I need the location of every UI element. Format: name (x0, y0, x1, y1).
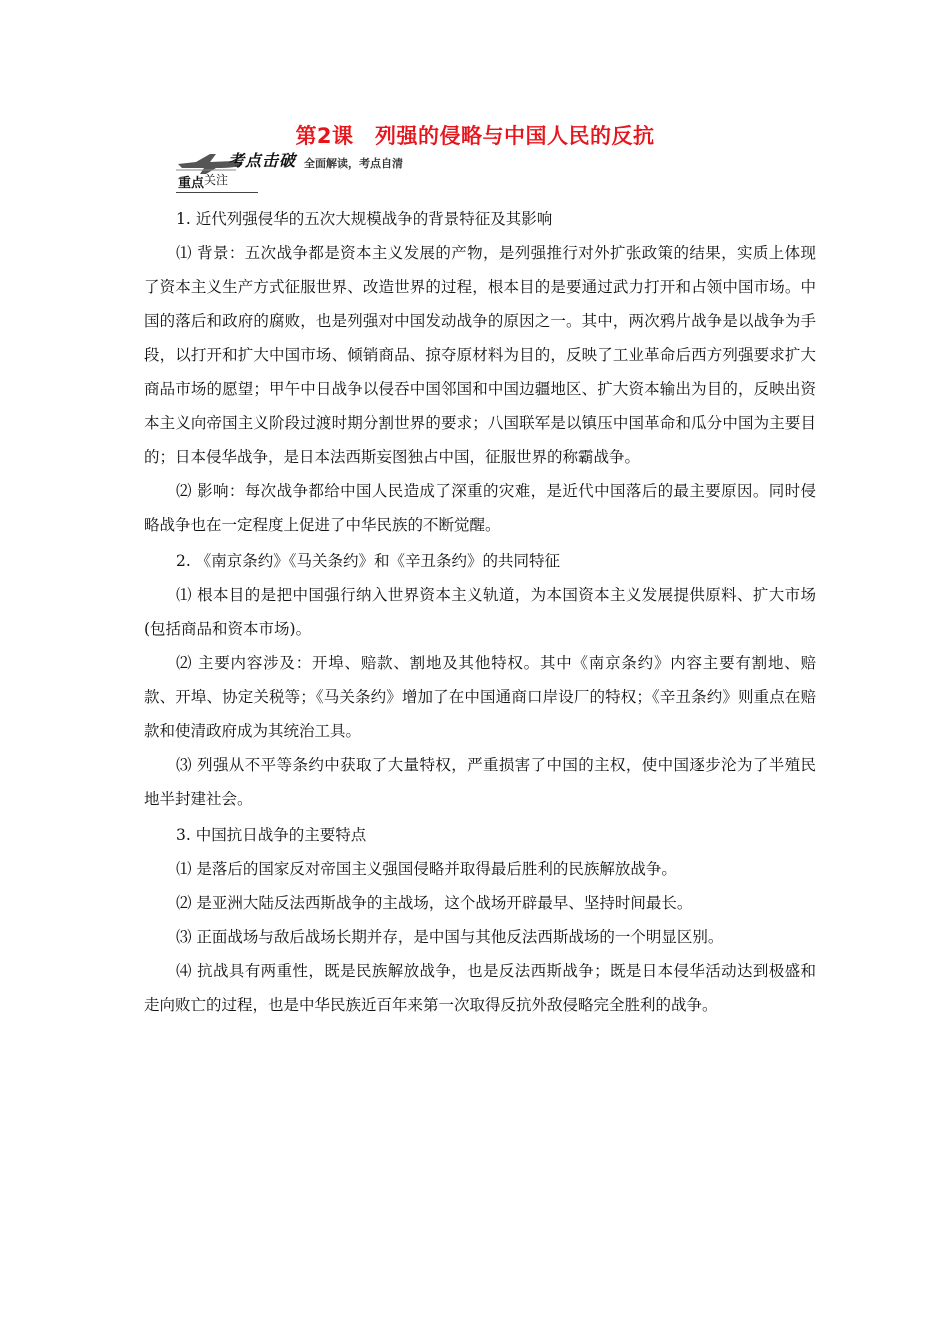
paragraph-3-4: ⑷ 抗战具有两重性，既是民族解放战争，也是反法西斯战争；既是日本侵华活动达到极盛和走向败亡的过程，也是中华民族近百年来第一次取得反抗外敌侵略完全胜利的战争。 (144, 962, 816, 1014)
page-title: 第2课 列强的侵略与中国人民的反抗 (295, 124, 655, 148)
document-body (144, 200, 816, 1022)
focus-label (178, 172, 228, 191)
paragraph-3-1: ⑴ 是落后的国家反对帝国主义强国侵略并取得最后胜利的民族解放战争。 (176, 860, 677, 878)
banner-main-text: 考点击破 (228, 151, 297, 170)
banner-sub-text: 全面解读，考点自清 (304, 157, 403, 170)
paragraph-2-2: ⑵ 主要内容涉及：开埠、赔款、割地及其他特权。其中《南京条约》内容主要有割地、赔款、开埠、协定关税等；《马关条约》增加了在中国通商口岸设厂的特权；《辛丑条约》则重点在赔款和使清政府成为其统治工具。 (144, 654, 816, 740)
paragraph-2-3: ⑶ 列强从不平等条约中获取了大量特权，严重损害了中国的主权，使中国逐步沦为了半殖民地半封建社会。 (144, 756, 816, 808)
paragraph-1-1: ⑴ 背景：五次战争都是资本主义发展的产物，是列强推行对外扩张政策的结果，实质上体现了资本主义生产方式征服世界、改造世界的过程，根本目的是要通过武力打开和占领中国市场。中国的落后和政府的腐败，也是列强对中国发动战争的原因之一。其中，两次鸦片战争是以战争为手段，以打开和扩大中国市场、倾销商品、掠夺原材料为目的，反映了工业革命后西方列强要求扩大商品市场的愿望；甲午中日战争以侵吞中国邻国和中国边疆地区、扩大资本输出为目的，反映出资本主义向帝国主义阶段过渡时期分割世界的要求；八国联军是以镇压中国革命和瓜分中国为主要目的；日本侵华战争，是日本法西斯妄图独占中国，征服世界的称霸战争。 (144, 244, 816, 466)
paragraph-1-2: ⑵ 影响：每次战争都给中国人民造成了深重的灾难，是近代中国落后的最主要原因。同时侵略战争也在一定程度上促进了中华民族的不断觉醒。 (144, 482, 816, 534)
heading-2: 2. 《南京条约》《马关条约》和《辛丑条约》的共同特征 (176, 552, 560, 570)
paragraph-3-2: ⑵ 是亚洲大陆反法西斯战争的主战场，这个战场开辟最早、坚持时间最长。 (176, 894, 693, 912)
paragraph-2-1: ⑴ 根本目的是把中国强行纳入世界资本主义轨道，为本国资本主义发展提供原料、扩大市场(包括商品和资本市场)。 (144, 586, 816, 638)
heading-1: 1. 近代列强侵华的五次大规模战争的背景特征及其影响 (176, 210, 553, 228)
heading-3: 3. 中国抗日战争的主要特点 (176, 826, 367, 844)
section-banner (176, 148, 476, 196)
focus-label-zhongdian: 重点 (178, 176, 205, 191)
focus-underline (176, 192, 258, 193)
paragraph-3-3: ⑶ 正面战场与敌后战场长期并存，是中国与其他反法西斯战场的一个明显区别。 (176, 928, 724, 946)
focus-label-guanzhu: 关注 (204, 173, 229, 187)
